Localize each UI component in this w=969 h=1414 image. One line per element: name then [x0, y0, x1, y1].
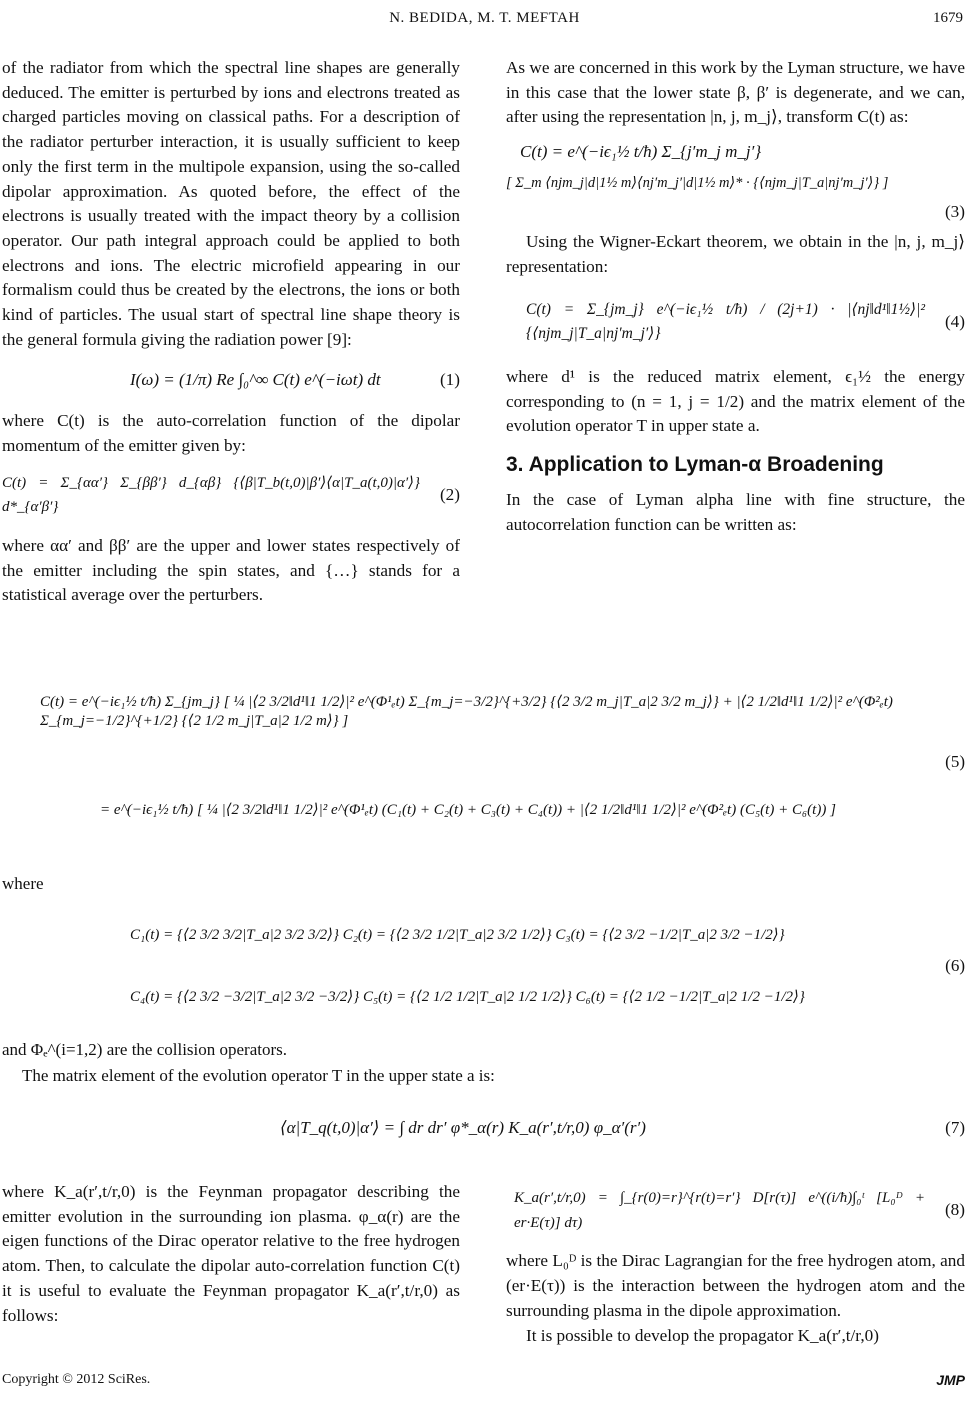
equation-7 — [0, 1118, 965, 1138]
bottom-right-paragraph-2: It is possible to develop the propagator K_a(r′,t/r,0) — [526, 1325, 879, 1345]
copyright-text: Copyright © 2012 SciRes. — [2, 1372, 151, 1387]
equation-5-number-row — [0, 752, 965, 772]
equation-8-number: (8) — [944, 1200, 965, 1220]
bottom-right-paragraph-1: where L₀ᴰ is the Dirac Lagrangian for the free hydrogen atom, and (er·E(τ)) is the interaction between the hydrogen atom and the surrounding plasma in the dipole approximation. — [506, 1251, 965, 1320]
equation-1-number: (1) — [439, 370, 460, 390]
equation-2-body: C(t) = Σ_{αα′} Σ_{ββ′} d_{αβ} {⟨β|T_b(t,0)|β′⟩⟨α|T_a(t,0)|α′⟩} d*_{α′β′} — [2, 474, 420, 516]
equation-3-number: (3) — [944, 201, 965, 221]
bottom-right-column — [506, 1180, 965, 1348]
equation-4-number: (4) — [944, 311, 965, 331]
equation-8-body: K_a(r′,t/r,0) = ∫_{r(0)=r}^{r(t)=r′} D[r(τ)] e^((i/ħ)∫₀ᵗ [L₀ᴰ + er·E(τ)] dτ) — [514, 1190, 925, 1231]
left-column — [2, 56, 460, 608]
equation-8 — [506, 1186, 965, 1235]
equation-5-number: (5) — [945, 752, 965, 771]
left-paragraph-1: of the radiator from which the spectral line shapes are generally deduced. The emitter is perturbed by ions and electrons treated as charged particles moving on classical paths. For a description of the radiator perturber interaction, it is usually sufficient to keep only the first term in the multipole expansion, using the so-called dipolar approximation. As quoted before, the effect of the electrons is usually treated with the impact theory by a collision operator. Our path integral approach could be applied to both electrons and ions. The electric microfield appearing in our formalism could thus be created by the electrons, the ions or both kind of particles. The usual start of spectral line shape theory is the general formula giving the radiation power [9]: — [2, 58, 460, 349]
journal-abbreviation: JMP — [936, 1372, 965, 1388]
right-paragraph-1: As we are concerned in this work by the Lyman structure, we have in this case that the lower state β, β′ is degenerate, and we can, after using the representation |n, j, m_j⟩, transform C(t) as: — [506, 58, 965, 127]
equation-4-body: C(t) = Σ_{jm_j} e^(−iϵ₁½ t/ħ) / (2j+1) · |⟨nj‖d¹‖1½⟩|² {⟨njm_j|T_a|nj′m_j′⟩} — [526, 300, 925, 343]
equation-7-body: ⟨α|T_q(t,0)|α′⟩ = ∫ dr dr′ φ*_α(r) K_a(r′,t/r,0) φ_α′(r′) — [280, 1118, 646, 1137]
page-number: 1679 — [933, 10, 963, 26]
equation-5-line-2 — [0, 800, 965, 819]
equation-4 — [506, 298, 965, 347]
equation-6-line-1 — [0, 925, 965, 944]
right-column — [506, 56, 965, 537]
collision-operators-text: and Φₑ^(i=1,2) are the collision operators. — [2, 1040, 288, 1059]
left-paragraph-2: where C(t) is the auto-correlation function of the dipolar momentum of the emitter given by: — [2, 411, 460, 455]
bottom-left-paragraph: where K_a(r′,t/r,0) is the Feynman propagator describing the emitter evolution in the surrounding ion plasma. φ_α(r) are the eigen functions of the Dirac operator relative to the free hydrogen atom. Then, to calculate the dipolar auto-correlation function C(t) it is useful to evaluate the Feynman propagator K_a(r′,t/r,0) as follows: — [2, 1182, 460, 1325]
right-paragraph-4: In the case of Lyman alpha line with fine structure, the autocorrelation function can be written as: — [506, 489, 965, 534]
equation-6-line-2 — [0, 987, 965, 1006]
equation-5-part-b: = e^(−iϵ₁½ t/ħ) [ ¼ |⟨2 3/2‖d¹‖1 1/2⟩|² e^(Φ¹ₑt) (C₁(t) + C₂(t) + C₃(t) + C₄(t)) + |⟨2 1/2‖d¹‖1 1/2⟩|² e^(Φ²ₑt) (C₅(t) + C₆(t)) ] — [100, 802, 836, 818]
equation-7-number: (7) — [945, 1118, 965, 1137]
equation-1-body: I(ω) = (1/π) Re ∫₀^∞ C(t) e^(−iωt) dt — [130, 370, 381, 390]
right-paragraph-2: Using the Wigner-Eckart theorem, we obtain in the |n, j, m_j⟩ representation: — [506, 232, 965, 276]
equation-3-number-row — [506, 200, 965, 225]
bottom-left-column — [2, 1180, 460, 1328]
equation-2 — [2, 471, 460, 520]
page-footer — [2, 1372, 965, 1388]
equation-2-number: (2) — [439, 484, 460, 504]
equation-6-number: (6) — [945, 956, 965, 975]
equation-6-part-a: C₁(t) = {⟨2 3/2 3/2|T_a|2 3/2 3/2⟩} C₂(t) = {⟨2 3/2 1/2|T_a|2 3/2 1/2⟩} C₃(t) = {⟨2 3/2 −1/2|T_a|2 3/2 −1/2⟩} — [130, 927, 785, 943]
equation-3-line-1 — [506, 140, 965, 165]
where-label: where — [2, 874, 44, 893]
running-head: N. BEDIDA, M. T. MEFTAH — [389, 10, 580, 26]
right-paragraph-3: where d¹ is the reduced matrix element, ϵ₁½ the energy corresponding to (n = 1, j = 1/2) and the matrix element of the evolution operator T in upper state a. — [506, 367, 965, 436]
equation-3-part-a: C(t) = e^(−iϵ₁½ t/ħ) Σ_{j′m_j m_j′} — [520, 142, 762, 162]
matrix-element-text: The matrix element of the evolution operator T in the upper state a is: — [22, 1066, 495, 1085]
equation-5-line-1 — [0, 692, 965, 730]
equation-1 — [2, 368, 460, 393]
equation-6-number-row — [0, 956, 965, 976]
left-paragraph-3: where αα′ and ββ′ are the upper and lower states respectively of the emitter including the spin states, and {…} stands for a statistical average over the perturbers. — [2, 535, 460, 605]
equation-5-part-a: C(t) = e^(−iϵ₁½ t/ħ) Σ_{jm_j} [ ¼ |⟨2 3/2‖d¹‖1 1/2⟩|² e^(Φ¹ₑt) Σ_{m_j=−3/2}^{+3/2} {⟨2 3/2 m_j|T_a|2 3/2 m_j⟩} + |⟨2 1/2‖d¹‖1 1/2⟩|² e^(Φ²ₑt) Σ_{m_j=−1/2}^{+1/2} {⟨2 1/2 m_j|T_a|2 1/2 m⟩} ] — [40, 694, 893, 729]
equation-6-part-b: C₄(t) = {⟨2 3/2 −3/2|T_a|2 3/2 −3/2⟩} C₅(t) = {⟨2 1/2 1/2|T_a|2 1/2 1/2⟩} C₆(t) = {⟨2 1/2 −1/2|T_a|2 1/2 −1/2⟩} — [130, 989, 805, 1005]
section-title: 3. Application to Lyman-α Broadening — [506, 453, 884, 477]
equation-3-line-2 — [506, 171, 965, 196]
equation-3-part-b: [ Σ_m ⟨njm_j|d|1½ m⟩⟨nj′m_j′|d|1½ m⟩* · {⟨njm_j|T_a|nj′m_j′⟩} ] — [506, 174, 889, 191]
page-header — [0, 6, 969, 32]
